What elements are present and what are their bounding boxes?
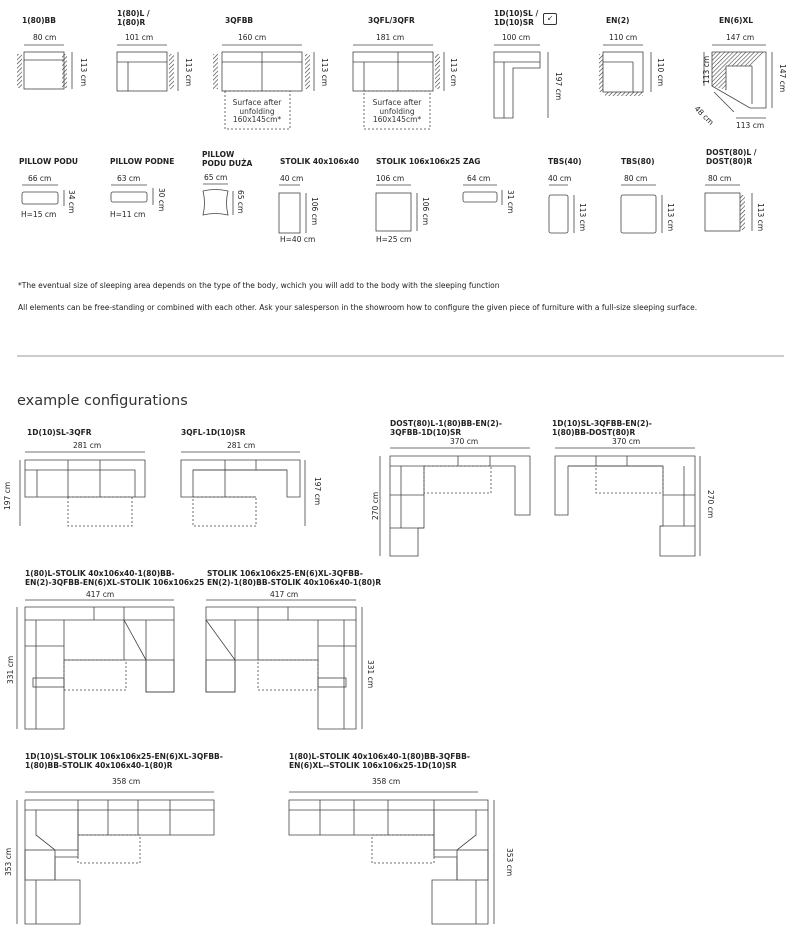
width-label: 80 cm (624, 174, 648, 183)
config-7-drawing (17, 792, 214, 924)
height-label: H=11 cm (110, 210, 146, 219)
depth-label: 106 cm (310, 197, 319, 226)
depth-label: 30 cm (157, 188, 166, 212)
accessory-code: ZAG (463, 157, 481, 166)
depth-left-label: 113 cm (702, 55, 711, 84)
depth-label: 197 cm (3, 481, 12, 510)
width-label: 147 cm (726, 33, 755, 42)
width-label: 40 cm (548, 174, 572, 183)
width-label: 358 cm (112, 777, 141, 786)
diagonal-label: 48 cm (692, 104, 716, 127)
config-code: DOST(80)L-1(80)BB-EN(2)- 3QFBB-1D(10)SR (390, 419, 502, 437)
width-label: 417 cm (86, 590, 115, 599)
config-6-drawing (206, 600, 362, 729)
width-label: 101 cm (125, 33, 154, 42)
accessory-code: STOLIK 40x106x40 (280, 157, 360, 166)
accessory-code: TBS(40) (548, 157, 582, 166)
section-title: example configurations (17, 393, 188, 409)
element-1-80-bb (17, 45, 72, 89)
depth-label: 110 cm (656, 58, 665, 87)
element-code: EN(6)XL (719, 16, 754, 25)
depth-right-label: 147 cm (778, 64, 787, 93)
tbs40-shape (549, 185, 574, 233)
width-label: 370 cm (450, 437, 479, 446)
sleep-function-icon: ↙ (543, 13, 557, 25)
width-label: 40 cm (280, 174, 304, 183)
depth-label: 197 cm (313, 477, 322, 506)
depth-label: 197 cm (554, 72, 563, 101)
accessory-code: STOLIK 106x106x25 (376, 157, 461, 166)
width-label: 417 cm (270, 590, 299, 599)
depth-label: 331 cm (6, 655, 15, 684)
element-en2 (599, 45, 651, 96)
config-code: 1(80)L-STOLIK 40x106x40-1(80)BB-3QFBB- EN(6)XL--STOLIK 106x106x25-1D(10)SR (289, 752, 470, 770)
config-3-drawing (380, 448, 530, 556)
config-5-drawing (17, 600, 174, 729)
height-label: H=40 cm (280, 235, 316, 244)
config-8-drawing (289, 792, 494, 924)
depth-label: 353 cm (505, 848, 514, 877)
unfold-note: Surface after unfolding 160x145cm* (372, 98, 422, 124)
element-code: 1(80)BB (22, 16, 56, 25)
config-2-drawing (181, 452, 305, 526)
unfold-note: Surface after unfolding 160x145cm* (232, 98, 282, 124)
bottom-label: 113 cm (736, 121, 765, 130)
info-note: All elements can be free-standing or combined with each other. Ask your salesperson in the showroom how to configure the given piece of furniture with a full-size sleeping surface. (18, 303, 698, 312)
width-label: 370 cm (612, 437, 641, 446)
element-1-80-l (117, 45, 178, 91)
height-label: H=25 cm (376, 235, 412, 244)
depth-label: 353 cm (4, 847, 13, 876)
depth-label: 34 cm (67, 190, 76, 214)
accessory-code: TBS(80) (621, 157, 655, 166)
depth-label: 106 cm (421, 197, 430, 226)
width-label: 358 cm (372, 777, 401, 786)
depth-label: 113 cm (449, 58, 458, 87)
width-label: 66 cm (28, 174, 52, 183)
depth-label: 331 cm (366, 660, 375, 689)
width-label: 80 cm (33, 33, 57, 42)
depth-label: 65 cm (236, 190, 245, 214)
config-code: 1D(10)SL-3QFBB-EN(2)- 1(80)BB-DOST(80)R (552, 419, 652, 437)
config-1-drawing (20, 452, 145, 526)
width-label: 80 cm (708, 174, 732, 183)
accessory-code: DOST(80)L / DOST(80)R (706, 148, 757, 166)
config-code: STOLIK 106x106x25-EN(6)XL-3QFBB- EN(2)-1(80)BB-STOLIK 40x106x40-1(80)R (207, 569, 382, 587)
width-label: 281 cm (227, 441, 256, 450)
depth-label: 113 cm (79, 58, 88, 87)
depth-label: 270 cm (706, 490, 715, 519)
element-code: 1(80)L / 1(80)R (117, 9, 150, 27)
stolik-40-shape (279, 185, 306, 233)
accessory-code: PILLOW PODU (19, 157, 79, 166)
config-code: 1(80)L-STOLIK 40x106x40-1(80)BB- EN(2)-3QFBB-EN(6)XL-STOLIK 106x106x25 (25, 569, 205, 587)
depth-label: 31 cm (506, 190, 515, 214)
element-code: 3QFBB (225, 16, 254, 25)
width-label: 160 cm (238, 33, 267, 42)
depth-label: 270 cm (371, 491, 380, 520)
width-label: 106 cm (376, 174, 405, 183)
width-label: 64 cm (467, 174, 491, 183)
width-label: 65 cm (204, 173, 228, 182)
height-label: H=15 cm (21, 210, 57, 219)
stolik-106-shape (376, 185, 417, 231)
depth-label: 113 cm (184, 58, 193, 87)
depth-label: 113 cm (756, 203, 765, 232)
pillow-podu-duza-shape (203, 184, 233, 215)
element-code: EN(2) (606, 16, 630, 25)
tbs80-shape (621, 185, 662, 233)
depth-label: 113 cm (578, 203, 587, 232)
accessory-code: PILLOW PODNE (110, 157, 175, 166)
config-code: 1D(10)SL-STOLIK 106x106x25-EN(6)XL-3QFBB- 1(80)BB-STOLIK 40x106x40-1(80)R (25, 752, 223, 770)
width-label: 110 cm (609, 33, 638, 42)
zag-shape (463, 185, 502, 205)
width-label: 181 cm (376, 33, 405, 42)
width-label: 63 cm (117, 174, 141, 183)
element-code: 3QFL/3QFR (368, 16, 415, 25)
pillow-podu-shape (22, 185, 64, 206)
element-code: 1D(10)SL / 1D(10)SR (494, 9, 539, 27)
depth-label: 113 cm (320, 58, 329, 87)
width-label: 281 cm (73, 441, 102, 450)
depth-label: 113 cm (666, 203, 675, 232)
width-label: 100 cm (502, 33, 531, 42)
element-en6xl (704, 45, 772, 118)
accessory-code: PILLOW PODU DUŻA (202, 150, 253, 168)
element-1d10sl (494, 45, 548, 118)
config-code: 1D(10)SL-3QFR (27, 428, 92, 437)
pillow-podne-shape (111, 185, 153, 205)
config-4-drawing (555, 448, 700, 556)
config-code: 3QFL-1D(10)SR (181, 428, 246, 437)
footnote: *The eventual size of sleeping area depends on the type of the body, wchich you will add to the body with the sleeping function (18, 281, 500, 290)
dost80-shape (705, 185, 752, 231)
